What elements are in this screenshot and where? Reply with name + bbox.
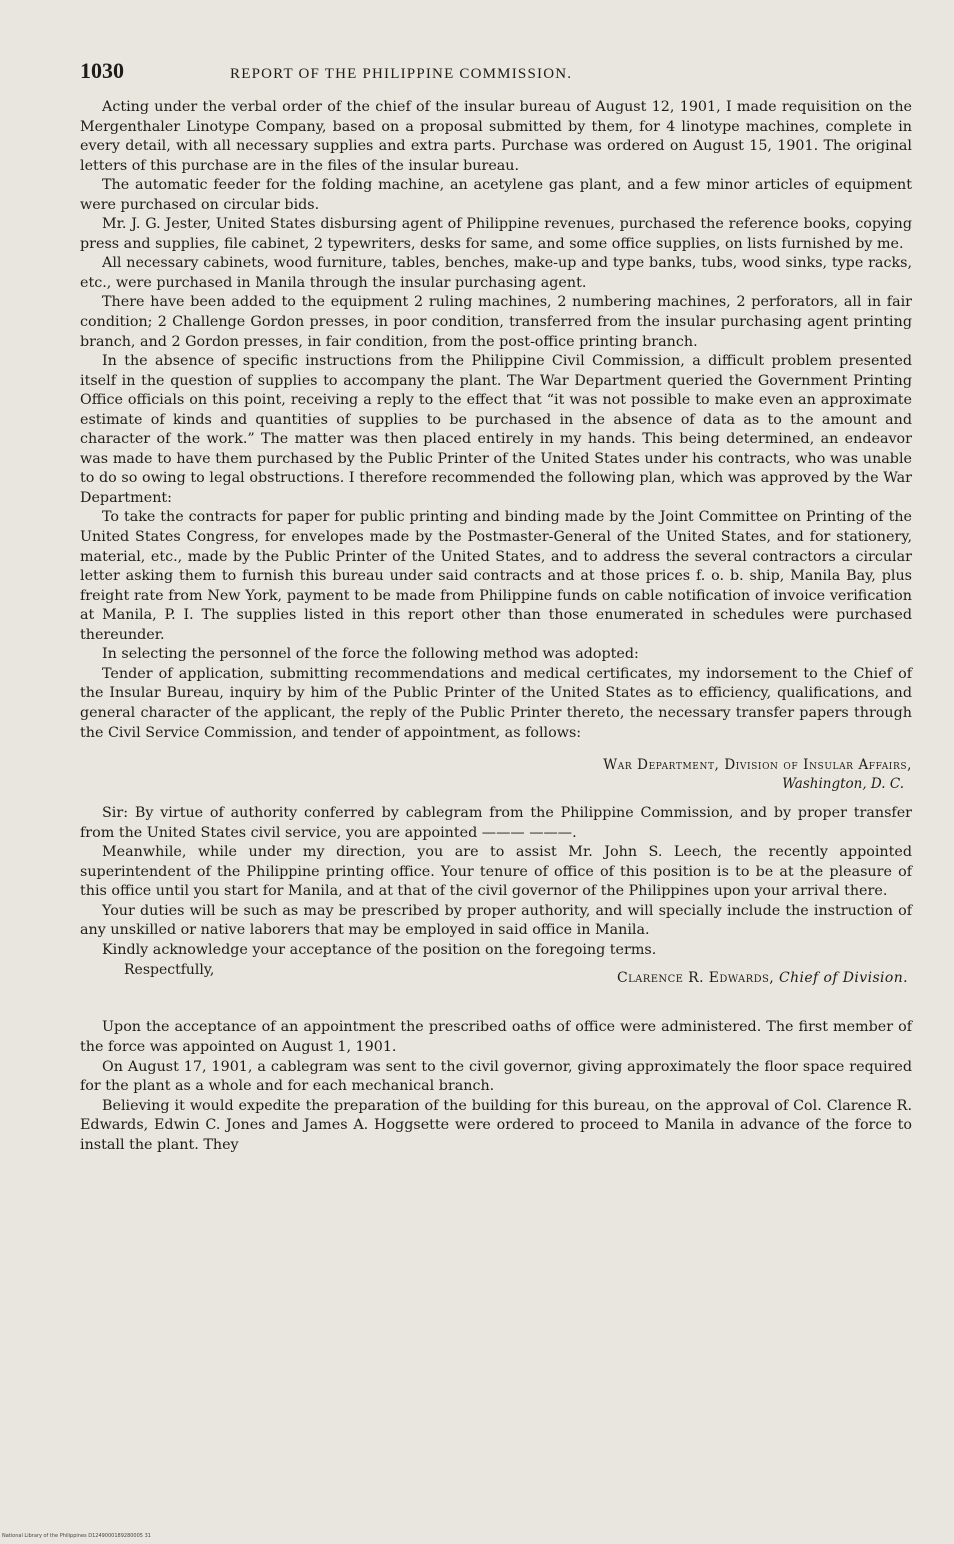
paragraph: On August 17, 1901, a cablegram was sent to the civil governor, giving approximately the floor space required for the plant as a whole and for each mechanical branch. bbox=[80, 1058, 912, 1095]
scan-footer: National Library of the Philippines D1249000189280005 31 bbox=[2, 1533, 151, 1539]
letter-signature-block bbox=[80, 962, 912, 986]
page-content bbox=[80, 58, 912, 1155]
body-text bbox=[80, 98, 912, 1155]
signer-title: Chief of Division. bbox=[778, 970, 908, 987]
paragraph: In the absence of specific instructions from the Philippine Civil Commission, a difficult problem presented itself in the question of supplies to accompany the plant. The War Department queried the Government Printing Office officials on this point, receiving a reply to the effect that “it was not possible to make even an approximate estimate of kinds and quantities of supplies to be purchased in the absence of data as to the amount and character of the work.” The matter was then placed entirely in my hands. This being determined, an endeavor was made to have them purchased by the Public Printer of the United States under his contracts, who was unable to do so owing to legal obstructions. I therefore recommended the following plan, which was approved by the War Department: bbox=[80, 353, 912, 506]
letter-paragraph: Your duties will be such as may be prescribed by proper authority, and will specially include the instruction of any unskilled or native laborers that may be employed in said office in Manila. bbox=[80, 902, 912, 939]
paragraph: The automatic feeder for the folding machine, an acetylene gas plant, and a few minor articles of equipment were purchased on circular bids. bbox=[80, 177, 912, 213]
letter-closing: Respectfully, bbox=[124, 962, 215, 979]
paragraph: Tender of application, submitting recommendations and medical certificates, my indorsement to the Chief of the Insular Bureau, inquiry by him of the Public Printer of the United States as to efficiency, qualifications, and general character of the applicant, the reply of the Public Printer thereto, the necessary transfer papers through the Civil Service Commission, and tender of appointment, as follows: bbox=[80, 665, 912, 741]
paragraph: All necessary cabinets, wood furniture, tables, benches, make-up and type banks, tubs, wood sinks, type racks, etc., were purchased in Manila through the insular purchasing agent. bbox=[80, 255, 912, 291]
letter-paragraph: Kindly acknowledge your acceptance of the position on the foregoing terms. bbox=[102, 941, 657, 958]
page-number: 1030 bbox=[80, 58, 124, 83]
letter-heading bbox=[80, 756, 912, 794]
paragraph: There have been added to the equipment 2 ruling machines, 2 numbering machines, 2 perforators, all in fair condition; 2 Challenge Gordon presses, in poor condition, transferred from the insular purchasing agent printing branch, and 2 Gordon presses, in fair condition, from the post-office printing branch. bbox=[80, 294, 912, 350]
paragraph: Mr. J. G. Jester, United States disbursing agent of Philippine revenues, purchased the reference books, copying press and supplies, file cabinet, 2 typewriters, desks for same, and some office supplies, on lists furnished by me. bbox=[80, 216, 912, 252]
letter-paragraph: Sir: By virtue of authority conferred by cablegram from the Philippine Commission, and by proper transfer from the United States civil service, you are appointed ——— ———. bbox=[80, 805, 912, 841]
letter-place: Washington, D. C. bbox=[782, 776, 904, 793]
paragraph: Believing it would expedite the preparation of the building for this bureau, on the approval of Col. Clarence R. Edwards, Edwin C. Jones and James A. Hoggsette were ordered to proceed to Manila in advance of the force to install the plant. They bbox=[80, 1097, 912, 1153]
paragraph: In selecting the personnel of the force the following method was adopted: bbox=[102, 646, 639, 663]
letter-department: War Department, Division of Insular Affairs, bbox=[603, 757, 912, 774]
paragraph: Acting under the verbal order of the chief of the insular bureau of August 12, 1901, I made requisition on the Mergenthaler Linotype Company, based on a proposal submitted by them, for 4 linotype machines, complete in every detail, with all necessary supplies and extra parts. Purchase was ordered on August 15, 1901. The original letters of this purchase are in the files of the insular bureau. bbox=[80, 99, 912, 174]
paragraph: Upon the acceptance of an appointment the prescribed oaths of office were administered. The first member of the force was appointed on August 1, 1901. bbox=[80, 1019, 912, 1055]
signer-name: Clarence R. Edwards, bbox=[617, 970, 775, 987]
page-header bbox=[80, 58, 912, 98]
running-title: REPORT OF THE PHILIPPINE COMMISSION. bbox=[230, 66, 573, 82]
paragraph: To take the contracts for paper for public printing and binding made by the Joint Committee on Printing of the United States Congress, for envelopes made by the Postmaster-General of the United States, and for stationery, material, etc., made by the Public Printer of the United States, and to address the several contractors a circular letter asking them to furnish this bureau under said contracts and at those prices f. o. b. ship, Manila Bay, plus freight rate from New York, payment to be made from Philippine funds on cable notification of invoice verification at Manila, P. I. The supplies listed in this report other than those enumerated in schedules were purchased thereunder. bbox=[80, 509, 912, 643]
letter-signer bbox=[617, 962, 912, 986]
letter-paragraph: Meanwhile, while under my direction, you are to assist Mr. John S. Leech, the recently appointed superintendent of the Philippine printing office. Your tenure of office of this position is to be at the pleasure of this office until you start for Manila, and at that of the civil governor of the Philippines upon your arrival there. bbox=[80, 844, 912, 900]
